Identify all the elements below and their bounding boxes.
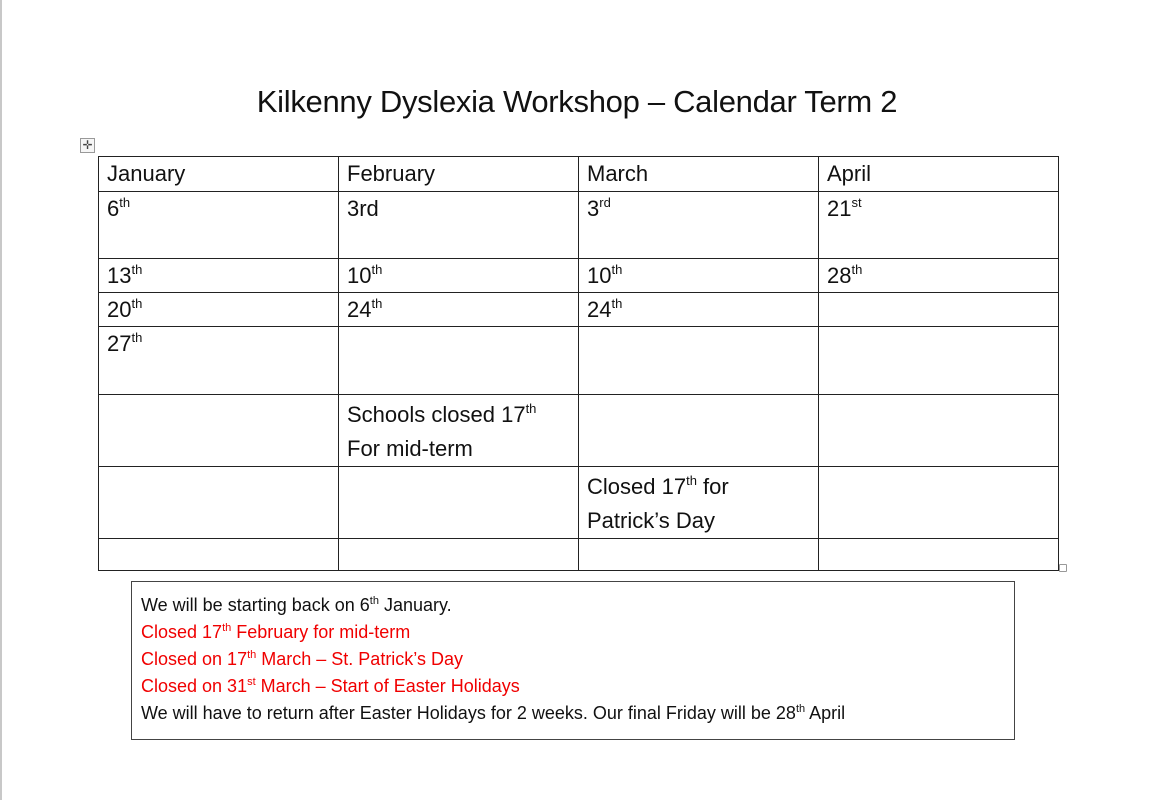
empty-cell [579, 327, 819, 395]
date-cell: 6th [99, 192, 339, 259]
notes-box [131, 581, 1015, 740]
header-february: February [339, 157, 579, 192]
table-row [99, 539, 1059, 571]
date-cell: 21st [819, 192, 1059, 259]
table-row [99, 395, 1059, 467]
empty-cell [339, 539, 579, 571]
note-line: We will be starting back on 6th January. [141, 595, 452, 615]
march-closure-note: Closed 17th for Patrick’s Day [579, 467, 819, 539]
date-cell: 13th [99, 259, 339, 293]
calendar-table [98, 156, 1059, 571]
empty-cell [819, 395, 1059, 467]
note-line-closure: Closed on 31st March – Start of Easter Holidays [141, 676, 520, 696]
date-cell: 20th [99, 293, 339, 327]
empty-cell [99, 395, 339, 467]
table-move-handle-icon[interactable]: ✛ [80, 138, 95, 153]
header-january: January [99, 157, 339, 192]
empty-cell [579, 395, 819, 467]
date-cell: 3rd [579, 192, 819, 259]
table-row [99, 259, 1059, 293]
page-title: Kilkenny Dyslexia Workshop – Calendar Term 2 [256, 84, 898, 119]
date-cell: 24th [339, 293, 579, 327]
empty-cell [339, 327, 579, 395]
date-cell: 27th [99, 327, 339, 395]
empty-cell [99, 539, 339, 571]
page-left-edge [0, 0, 2, 800]
table-resize-handle[interactable] [1059, 564, 1067, 572]
header-april: April [819, 157, 1059, 192]
table-row [99, 327, 1059, 395]
empty-cell [99, 467, 339, 539]
date-cell: 28th [819, 259, 1059, 293]
header-row [99, 157, 1059, 192]
note-line-closure: Closed on 17th March – St. Patrick’s Day [141, 649, 463, 669]
date-cell: 10th [579, 259, 819, 293]
february-closure-note: Schools closed 17th For mid-term [339, 395, 579, 467]
empty-cell [819, 327, 1059, 395]
date-cell: 24th [579, 293, 819, 327]
note-line: We will have to return after Easter Holidays for 2 weeks. Our final Friday will be 28th April [141, 703, 846, 723]
empty-cell [579, 539, 819, 571]
table-row [99, 293, 1059, 327]
header-march: March [579, 157, 819, 192]
note-line-closure: Closed 17th February for mid-term [141, 622, 411, 642]
table-row [99, 467, 1059, 539]
date-cell: 3rd [339, 192, 579, 259]
table-row [99, 192, 1059, 259]
empty-cell [819, 539, 1059, 571]
date-cell [819, 293, 1059, 327]
empty-cell [819, 467, 1059, 539]
date-cell: 10th [339, 259, 579, 293]
empty-cell [339, 467, 579, 539]
